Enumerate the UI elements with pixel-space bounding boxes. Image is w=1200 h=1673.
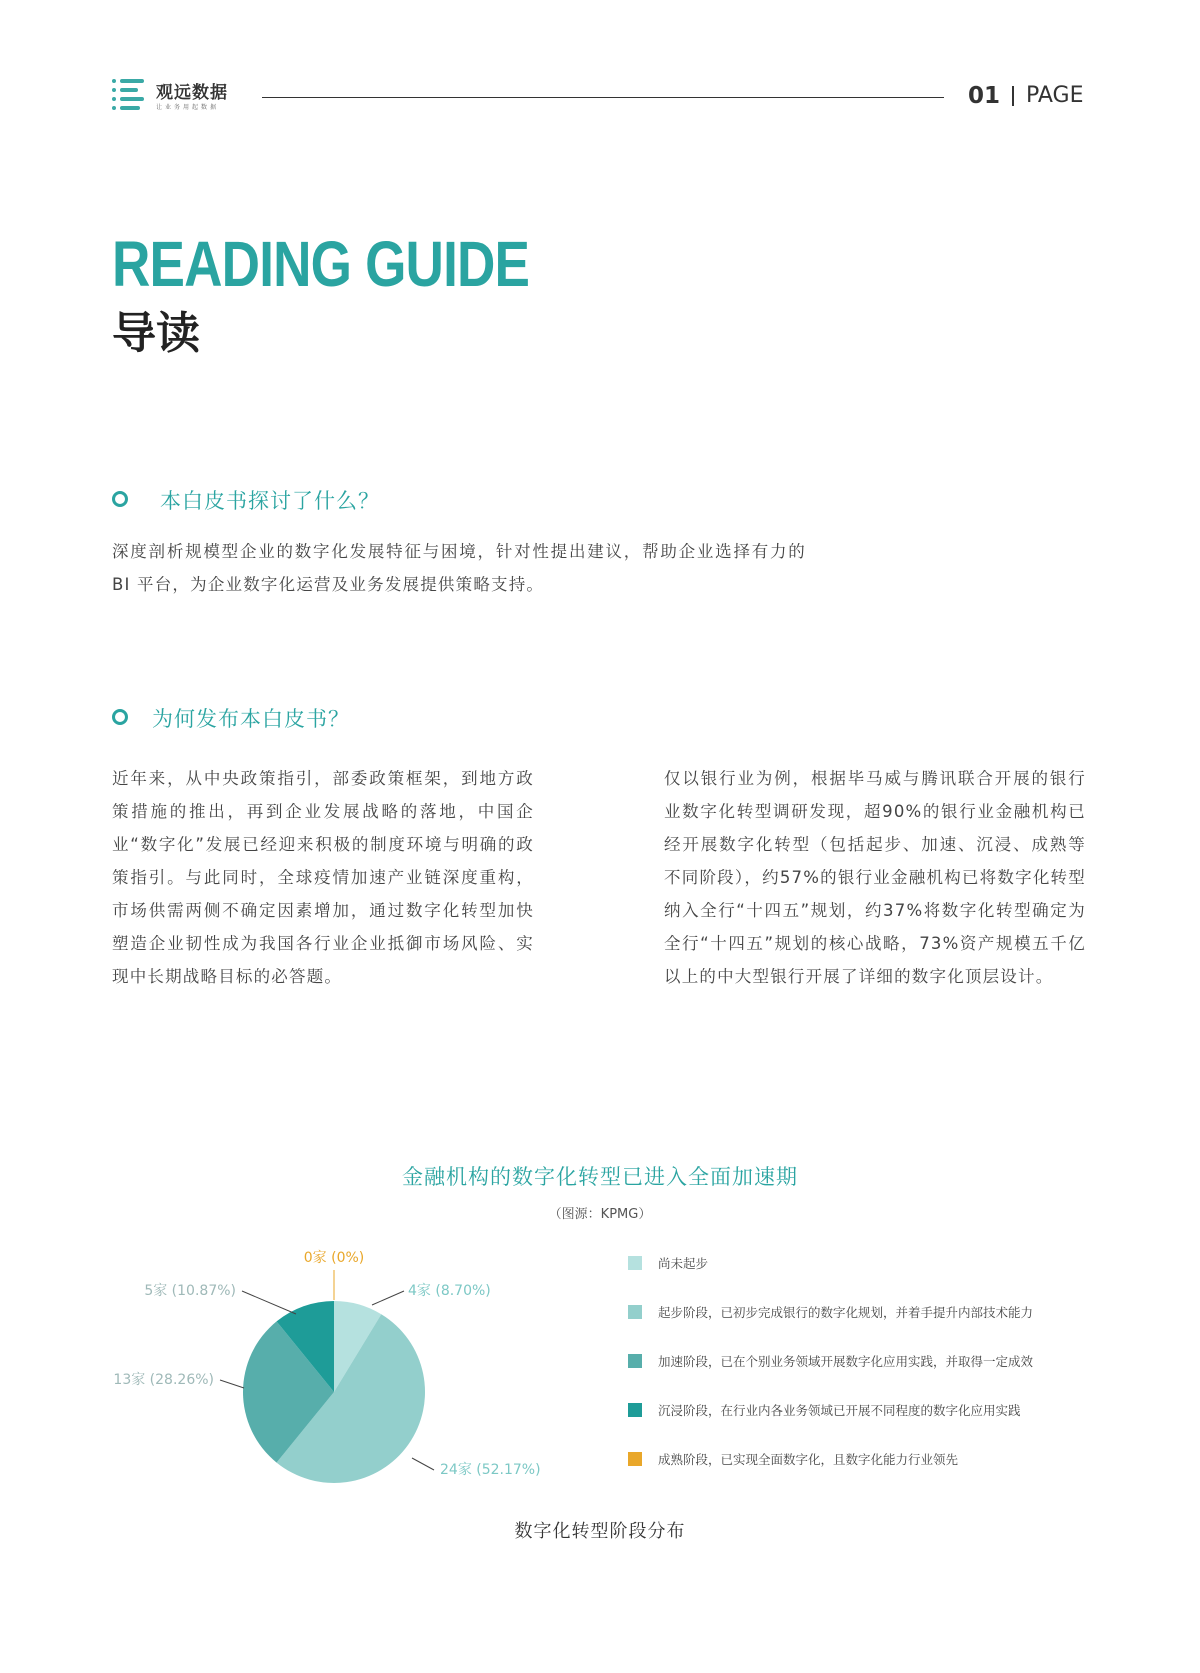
reading-guide-subtitle: 导读 bbox=[112, 308, 200, 359]
section-paragraph: 深度剖析规模型企业的数字化发展特征与困境，针对性提出建议，帮助企业选择有力的 BI 平台，为企业数字化运营及业务发展提供策略支持。 bbox=[112, 542, 806, 594]
legend-swatch bbox=[628, 1354, 642, 1368]
pie-data-label: 0家 (0%) bbox=[303, 1250, 365, 1266]
legend-swatch bbox=[628, 1305, 642, 1319]
legend-item bbox=[628, 1352, 1088, 1401]
legend-item bbox=[628, 1450, 1088, 1499]
legend-item bbox=[628, 1401, 1088, 1450]
legend-label: 起步阶段，已初步完成银行的数字化规划，并着手提升内部技术能力 bbox=[658, 1305, 1034, 1320]
pie-label-leader-line bbox=[242, 1291, 296, 1314]
legend-swatch bbox=[628, 1403, 642, 1417]
pie-data-label: 24家 (52.17%) bbox=[440, 1462, 541, 1478]
pie-label-leader-line bbox=[372, 1291, 404, 1305]
pie-label-leader-line bbox=[220, 1380, 244, 1388]
pie-label-leader-line bbox=[412, 1458, 434, 1470]
page-number: 01 bbox=[968, 83, 1001, 109]
brand-tagline: 让业务用起数据 bbox=[156, 104, 220, 111]
legend-item bbox=[628, 1254, 1088, 1303]
pie-data-label: 5家 (10.87%) bbox=[144, 1283, 236, 1299]
legend-label: 沉浸阶段，在行业内各业务领域已开展不同程度的数字化应用实践 bbox=[658, 1403, 1021, 1418]
section-paragraph: 仅以银行业为例，根据毕马威与腾讯联合开展的银行业数字化转型调研发现，超90%的银行业金融机构已经开展数字化转型（包括起步、加速、沉浸、成熟等不同阶段），约57%的银行业金融机构已将数字化转型纳入全行“十四五”规划，约37%将数字化转型确定为全行“十四五”规划的核心战略，73%资产规模五千亿以上的中大型银行开展了详细的数字化顶层设计。 bbox=[664, 769, 1086, 986]
chart-source: （图源：KPMG） bbox=[548, 1207, 652, 1222]
chart-legend bbox=[628, 1254, 1088, 1499]
pie-data-label: 4家 (8.70%) bbox=[408, 1283, 491, 1299]
legend-label: 尚未起步 bbox=[658, 1256, 709, 1271]
reading-guide-title: READING GUIDE bbox=[112, 228, 530, 300]
page-label: PAGE bbox=[1026, 83, 1084, 108]
section-title: 本白皮书探讨了什么？ bbox=[160, 489, 380, 513]
chart-caption: 数字化转型阶段分布 bbox=[514, 1521, 686, 1542]
legend-label: 成熟阶段，已实现全面数字化，且数字化能力行业领先 bbox=[658, 1452, 959, 1467]
legend-item bbox=[628, 1303, 1088, 1352]
legend-swatch bbox=[628, 1256, 642, 1270]
legend-swatch bbox=[628, 1452, 642, 1466]
section-paragraph: 近年来，从中央政策指引，部委政策框架，到地方政策措施的推出，再到企业发展战略的落地，中国企业“数字化”发展已经迎来积极的制度环境与明确的政策指引。与此同时，全球疫情加速产业链深度重构，市场供需两侧不确定因素增加，通过数字化转型加快塑造企业韧性成为我国各行业企业抵御市场风险、实现中长期战略目标的必答题。 bbox=[112, 769, 534, 986]
chart-title: 金融机构的数字化转型已进入全面加速期 bbox=[402, 1165, 798, 1189]
legend-label: 加速阶段，已在个别业务领域开展数字化应用实践，并取得一定成效 bbox=[658, 1354, 1034, 1369]
section-title: 为何发布本白皮书？ bbox=[152, 707, 350, 731]
pie-data-label: 13家 (28.26%) bbox=[113, 1372, 214, 1388]
brand-name: 观远数据 bbox=[156, 83, 228, 103]
